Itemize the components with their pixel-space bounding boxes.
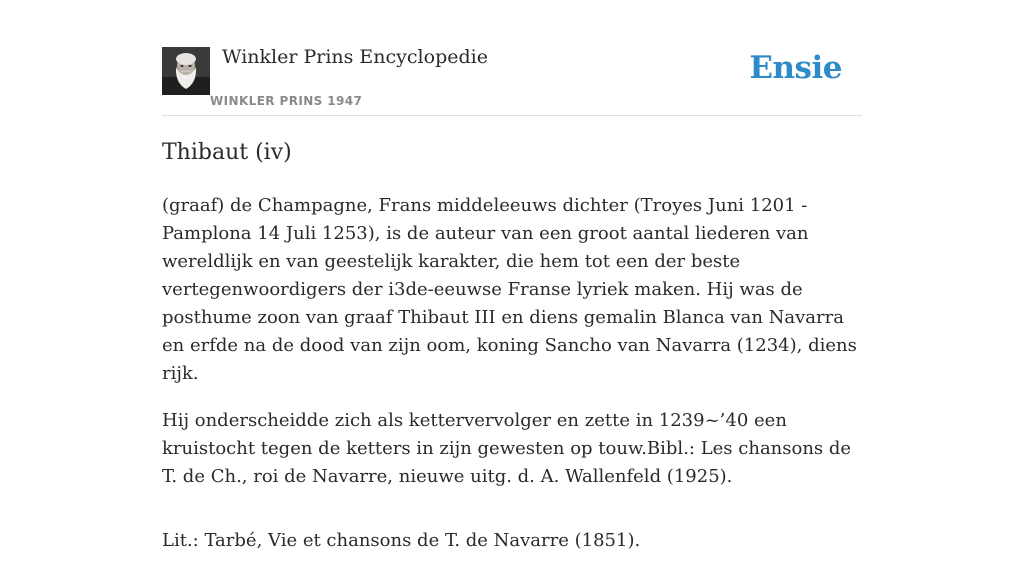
- author-avatar[interactable]: [162, 47, 210, 95]
- article-title: Thibaut (iv): [162, 140, 292, 165]
- bearded-man-portrait-icon: [162, 47, 210, 95]
- brand-logo[interactable]: Ensie: [749, 50, 842, 86]
- site-header: [162, 42, 862, 116]
- article-paragraph: (graaf) de Champagne, Frans middeleeuws dichter (Troyes Juni 1201 - Pamplona 14 Juli 1253), is de auteur van een groot aantal liederen van wereldlijk en van geestelijk karakter, die hem tot een der beste vertegenwoordigers der i3de-eeuwse Franse lyriek maken. Hij was de posthume zoon van graaf Thibaut III en diens gemalin Blanca van Navarra en erfde na de dood van zijn oom, koning Sancho van Navarra (1234), diens rijk.: [162, 195, 857, 384]
- site-subtitle: WINKLER PRINS 1947: [210, 94, 363, 108]
- article-body: [162, 192, 862, 574]
- literature-reference: Lit.: Tarbé, Vie et chansons de T. de Navarre (1851).: [162, 530, 641, 551]
- article-paragraph: Hij onderscheidde zich als kettervervolger en zette in 1239~’40 een kruistocht tegen de ketters in zijn gewesten op touw.Bibl.: Les chansons de T. de Ch., roi de Navarre, nieuwe uitg. d. A. Wallenfeld (1925).: [162, 410, 852, 487]
- site-title[interactable]: Winkler Prins Encyclopedie: [222, 46, 488, 68]
